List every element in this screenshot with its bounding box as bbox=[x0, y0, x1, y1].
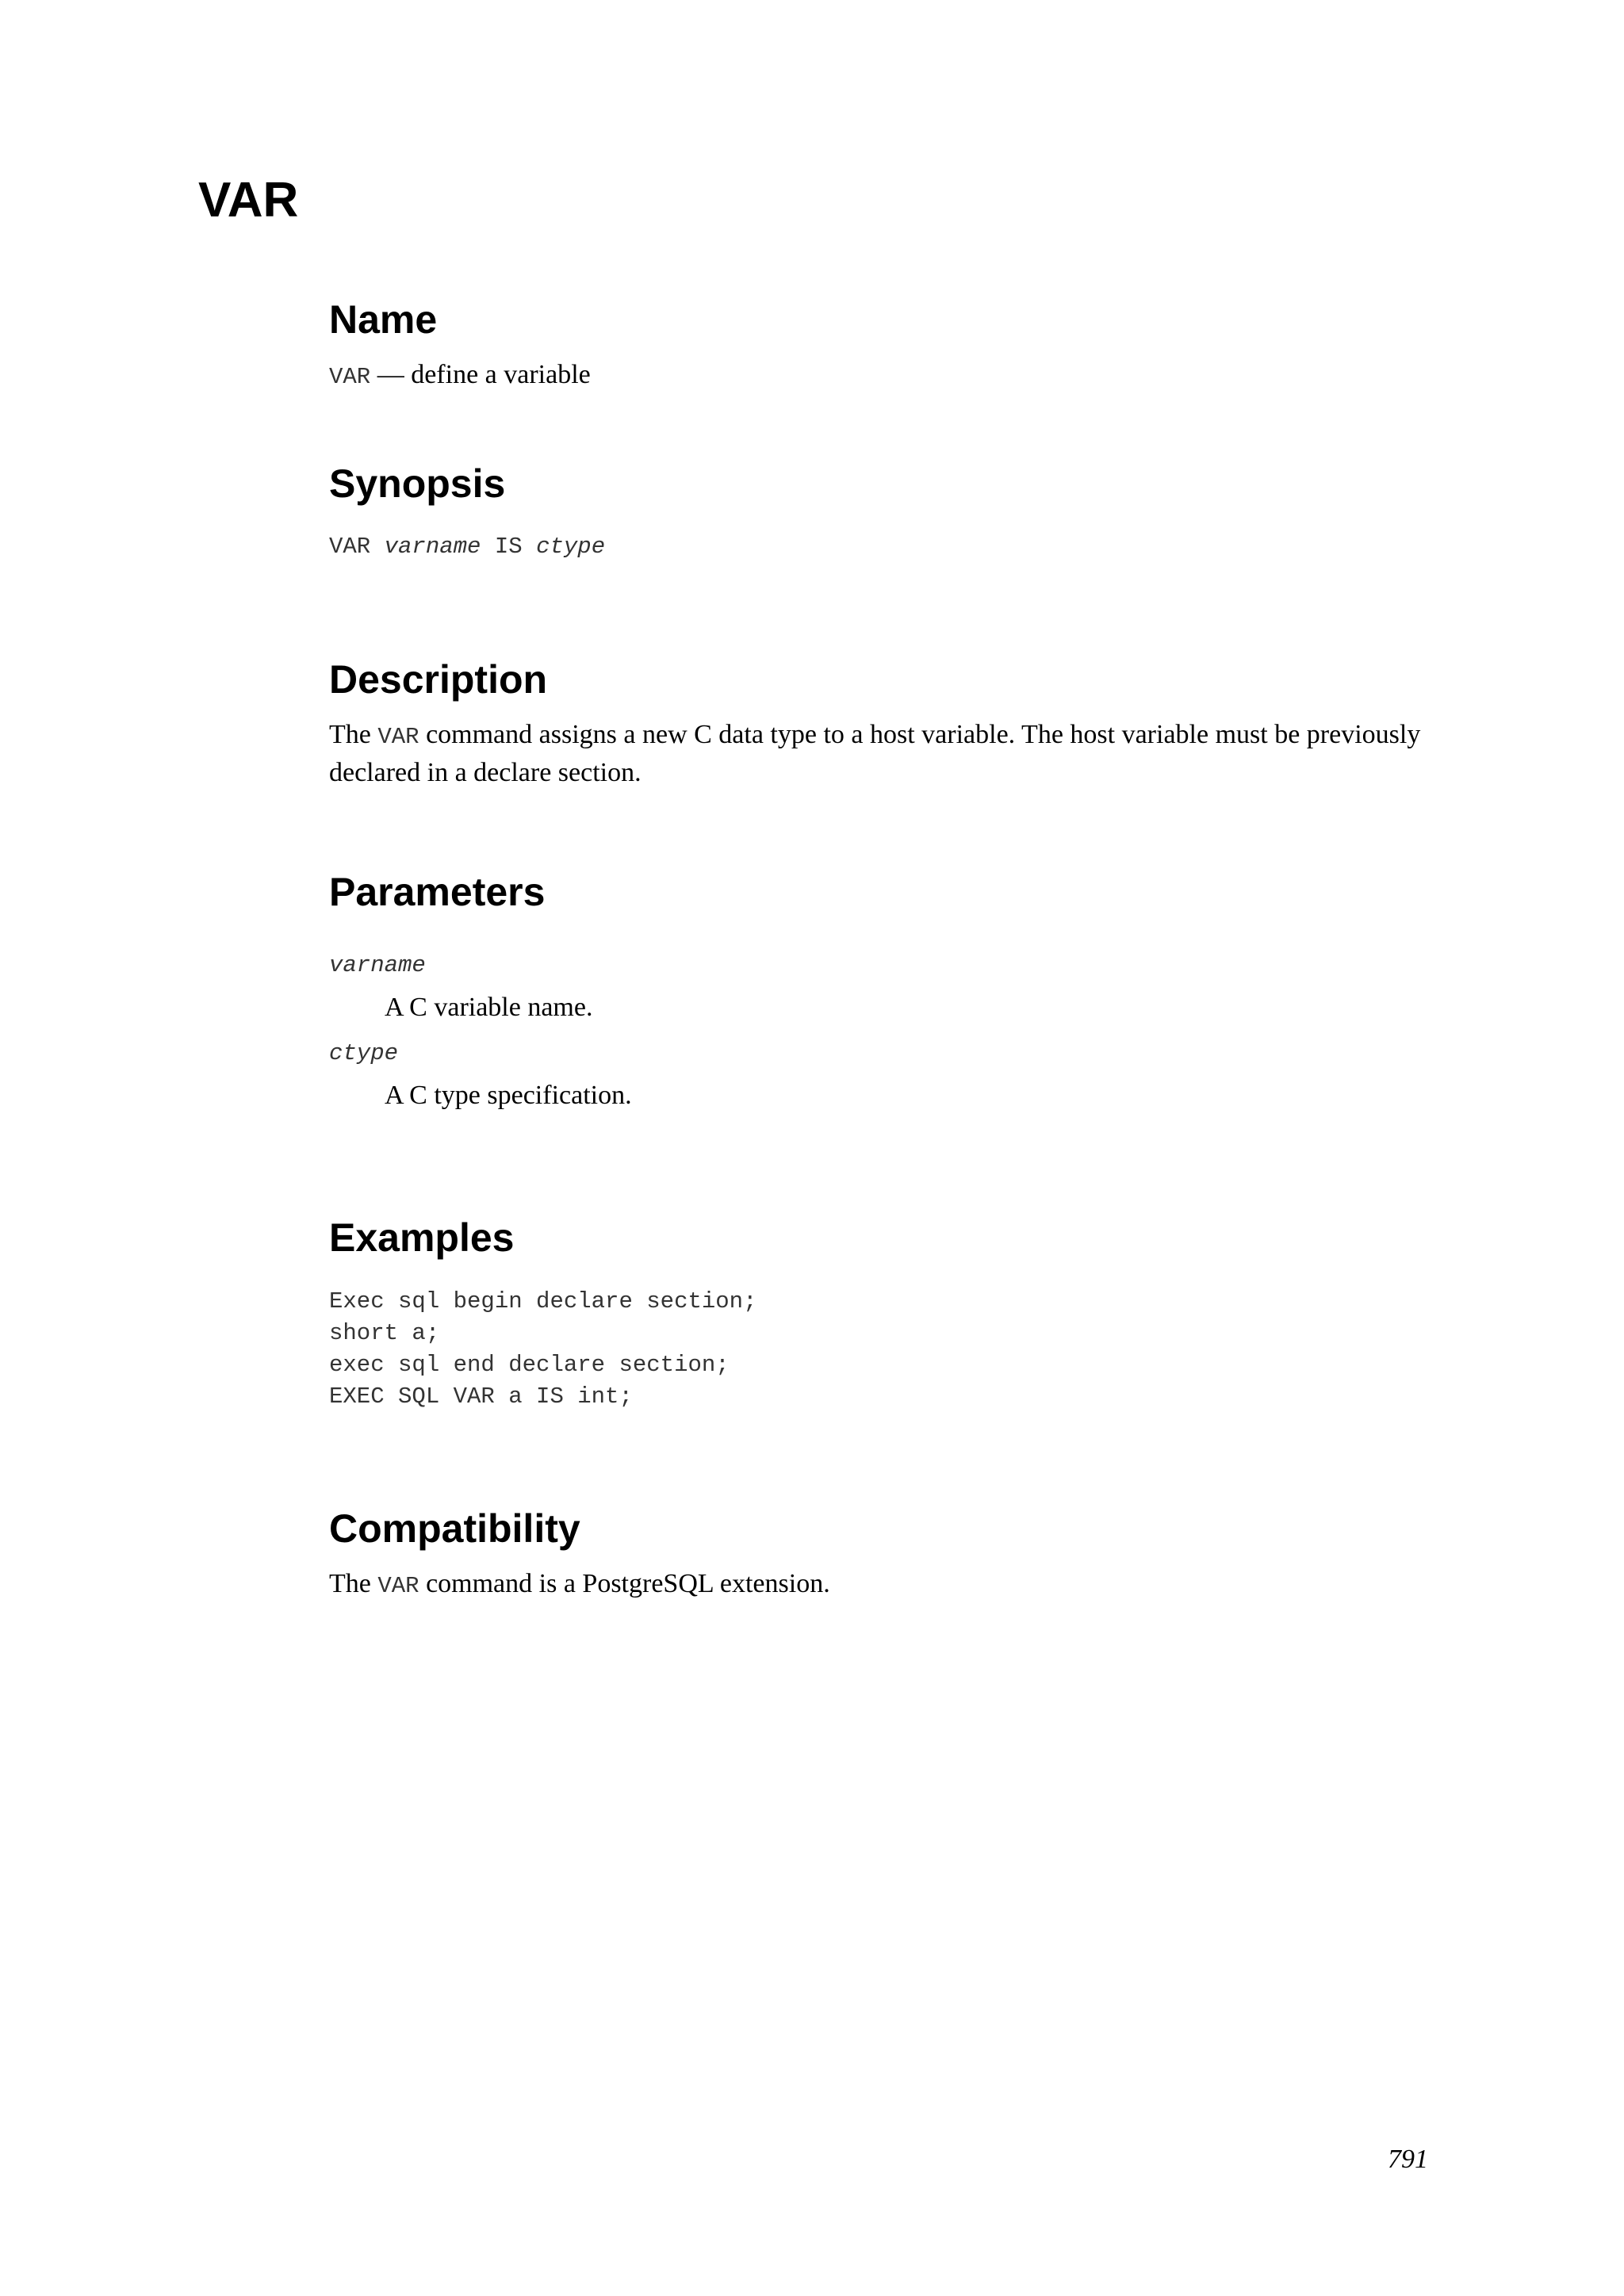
synopsis-keyword-is: IS bbox=[494, 534, 523, 560]
description-prefix: The bbox=[329, 720, 378, 749]
synopsis-heading: Synopsis bbox=[329, 461, 506, 506]
compatibility-command: VAR bbox=[377, 1573, 419, 1599]
synopsis-section bbox=[329, 461, 1439, 560]
compatibility-paragraph bbox=[329, 1566, 1439, 1604]
parameters-section bbox=[329, 872, 1439, 1113]
parameter-list bbox=[329, 950, 1439, 1113]
parameters-heading: Parameters bbox=[329, 870, 546, 914]
description-paragraph bbox=[329, 717, 1439, 790]
synopsis-code bbox=[329, 534, 1439, 560]
page-title: VAR bbox=[198, 173, 299, 228]
description-section bbox=[329, 657, 1439, 790]
parameter-definition: A C variable name. bbox=[385, 993, 593, 1022]
name-line bbox=[329, 357, 1439, 395]
synopsis-param-varname: varname bbox=[384, 534, 481, 560]
code-line: exec sql end declare section; bbox=[329, 1352, 730, 1378]
compatibility-section bbox=[329, 1506, 1439, 1604]
parameter-term: varname bbox=[329, 952, 426, 978]
compatibility-prefix: The bbox=[329, 1569, 378, 1598]
name-heading: Name bbox=[329, 297, 438, 342]
example-code-block bbox=[329, 1286, 1439, 1413]
page-number: 791 bbox=[1388, 2145, 1428, 2174]
synopsis-keyword-var: VAR bbox=[329, 534, 371, 560]
compatibility-heading: Compatibility bbox=[329, 1506, 580, 1551]
code-line: short a; bbox=[329, 1320, 440, 1346]
name-command: VAR bbox=[329, 364, 371, 390]
code-line: EXEC SQL VAR a IS int; bbox=[329, 1383, 633, 1410]
parameter-term: ctype bbox=[329, 1040, 399, 1066]
description-command: VAR bbox=[377, 724, 419, 750]
synopsis-param-ctype: ctype bbox=[536, 534, 606, 560]
compatibility-text: command is a PostgreSQL extension. bbox=[419, 1569, 830, 1598]
examples-heading: Examples bbox=[329, 1215, 515, 1260]
parameter-definition: A C type specification. bbox=[385, 1081, 632, 1110]
name-section bbox=[329, 297, 1439, 395]
name-summary: — define a variable bbox=[370, 360, 591, 389]
description-heading: Description bbox=[329, 657, 548, 702]
examples-section bbox=[329, 1215, 1439, 1413]
code-line: Exec sql begin declare section; bbox=[329, 1288, 757, 1314]
description-text: command assigns a new C data type to a host variable. The host variable must be previously declared in a declare section. bbox=[329, 720, 1421, 787]
